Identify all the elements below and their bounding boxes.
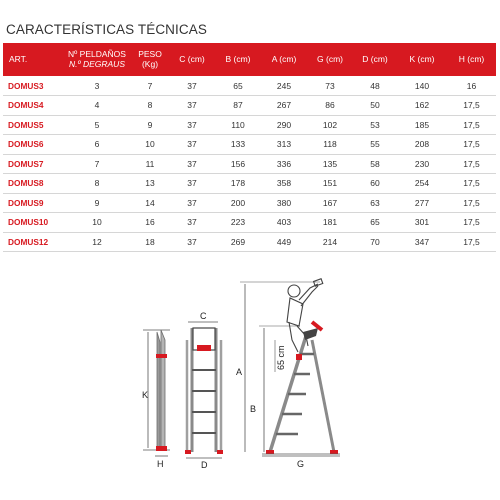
label-h: H — [157, 459, 164, 469]
table-cell: 347 — [414, 236, 430, 247]
table-cell: 37 — [187, 197, 197, 208]
table-cell: 208 — [414, 139, 430, 150]
table-cell: 200 — [230, 197, 246, 208]
table-cell: 37 — [187, 178, 197, 189]
header-art: ART. — [9, 53, 28, 64]
table-cell: 313 — [276, 139, 292, 150]
header-h: H (cm) — [458, 53, 485, 64]
table-row — [3, 96, 496, 116]
table-row — [3, 135, 496, 155]
table-cell: 10 — [145, 139, 155, 150]
table-cell: 17,5 — [463, 236, 480, 247]
table-cell: 17,5 — [463, 100, 480, 111]
table-cell: 135 — [322, 158, 338, 169]
header-a: A (cm) — [271, 53, 297, 64]
table-cell: 48 — [370, 80, 380, 91]
table-cell: 10 — [92, 217, 102, 228]
table-cell: 156 — [230, 158, 246, 169]
table-cell: 37 — [187, 236, 197, 247]
ladder-dimension-drawing — [0, 270, 500, 490]
table-cell: 214 — [322, 236, 338, 247]
table-row — [3, 232, 496, 252]
table-cell: 8 — [147, 100, 153, 111]
table-cell: 102 — [322, 119, 338, 130]
table-cell: 254 — [414, 178, 430, 189]
table-cell: 167 — [322, 197, 338, 208]
model-cell: DOMUS12 — [8, 236, 49, 247]
label-b: B — [250, 404, 257, 414]
label-reach: 65 cm — [276, 345, 286, 370]
table-cell: 17,5 — [463, 197, 480, 208]
table-cell: 63 — [370, 197, 380, 208]
page-title: CARACTERÍSTICAS TÉCNICAS — [6, 22, 207, 37]
header-d: D (cm) — [362, 53, 388, 64]
table-cell: 230 — [414, 158, 430, 169]
table-cell: 118 — [323, 139, 337, 150]
header-b: B (cm) — [225, 53, 251, 64]
table-cell: 17,5 — [463, 178, 480, 189]
table-cell: 3 — [94, 80, 100, 91]
table-cell: 17,5 — [463, 119, 480, 130]
table-row — [3, 154, 496, 174]
model-cell: DOMUS10 — [8, 217, 49, 228]
table-row — [3, 76, 496, 96]
table-cell: 12 — [92, 236, 102, 247]
model-cell: DOMUS6 — [8, 139, 44, 150]
table-cell: 17,5 — [463, 139, 480, 150]
table-header-row — [3, 43, 496, 76]
table-cell: 110 — [231, 119, 245, 130]
ladder-front-view — [185, 311, 223, 470]
table-cell: 50 — [370, 100, 380, 111]
header-k: K (cm) — [409, 53, 435, 64]
header-c: C (cm) — [179, 53, 205, 64]
table-cell: 14 — [145, 197, 155, 208]
model-cell: DOMUS8 — [8, 178, 44, 189]
table-cell: 9 — [147, 119, 153, 130]
model-cell: DOMUS7 — [8, 158, 44, 169]
table-cell: 162 — [414, 100, 430, 111]
table-cell: 55 — [370, 139, 380, 150]
table-cell: 7 — [147, 80, 153, 91]
table-cell: 17,5 — [463, 217, 480, 228]
table-cell: 7 — [94, 158, 100, 169]
table-body — [3, 76, 496, 252]
table-cell: 267 — [276, 100, 292, 111]
table-cell: 336 — [276, 158, 292, 169]
model-cell: DOMUS4 — [8, 100, 44, 111]
table-cell: 13 — [145, 178, 155, 189]
table-cell: 140 — [414, 80, 430, 91]
table-cell: 37 — [187, 158, 197, 169]
ladder-side-view — [142, 330, 170, 469]
table-cell: 449 — [276, 236, 292, 247]
model-cell: DOMUS9 — [8, 197, 44, 208]
table-cell: 65 — [233, 80, 243, 91]
table-cell: 65 — [370, 217, 380, 228]
table-row — [3, 193, 496, 213]
table-cell: 269 — [230, 236, 246, 247]
table-row — [3, 115, 496, 135]
table-cell: 178 — [230, 178, 246, 189]
label-d: D — [201, 460, 208, 470]
table-cell: 16 — [466, 80, 477, 91]
model-cell: DOMUS5 — [8, 119, 44, 130]
table-cell: 58 — [370, 158, 380, 169]
table-cell: 4 — [94, 100, 100, 111]
table-cell: 17,5 — [463, 158, 480, 169]
table-cell: 290 — [276, 119, 292, 130]
table-cell: 70 — [370, 236, 380, 247]
ladder-use-view — [236, 279, 340, 469]
label-k: K — [142, 390, 149, 400]
table-cell: 60 — [370, 178, 380, 189]
table-cell: 133 — [230, 139, 246, 150]
label-c: C — [200, 311, 207, 321]
table-cell: 37 — [187, 119, 197, 130]
table-cell: 301 — [414, 217, 430, 228]
table-cell: 358 — [276, 178, 292, 189]
model-cell: DOMUS3 — [8, 80, 44, 91]
table-cell: 86 — [325, 100, 335, 111]
table-cell: 151 — [322, 178, 338, 189]
table-cell: 5 — [94, 119, 100, 130]
table-cell: 6 — [94, 139, 100, 150]
header-g: G (cm) — [317, 53, 343, 64]
table-cell: 185 — [414, 119, 430, 130]
table-cell: 9 — [94, 197, 100, 208]
table-cell: 18 — [145, 236, 155, 247]
table-cell: 8 — [94, 178, 100, 189]
table-cell: 37 — [187, 100, 197, 111]
header-weight: PESO (Kg) — [138, 49, 162, 69]
table-row — [3, 174, 496, 194]
header-steps: Nº PELDAÑOS N.º DEGRAUS — [68, 49, 126, 69]
table-cell: 37 — [187, 80, 197, 91]
table-cell: 37 — [187, 139, 197, 150]
table-cell: 11 — [145, 158, 155, 169]
table-cell: 16 — [145, 217, 155, 228]
table-cell: 53 — [370, 119, 380, 130]
specs-table — [3, 43, 496, 252]
table-cell: 380 — [276, 197, 292, 208]
table-cell: 245 — [276, 80, 292, 91]
table-cell: 73 — [325, 80, 335, 91]
label-a: A — [236, 367, 243, 377]
table-row — [3, 213, 496, 233]
table-cell: 223 — [230, 217, 246, 228]
table-cell: 37 — [187, 217, 197, 228]
table-cell: 181 — [322, 217, 338, 228]
table-cell: 277 — [414, 197, 430, 208]
label-g: G — [297, 459, 305, 469]
table-cell: 403 — [276, 217, 292, 228]
table-cell: 87 — [233, 100, 243, 111]
